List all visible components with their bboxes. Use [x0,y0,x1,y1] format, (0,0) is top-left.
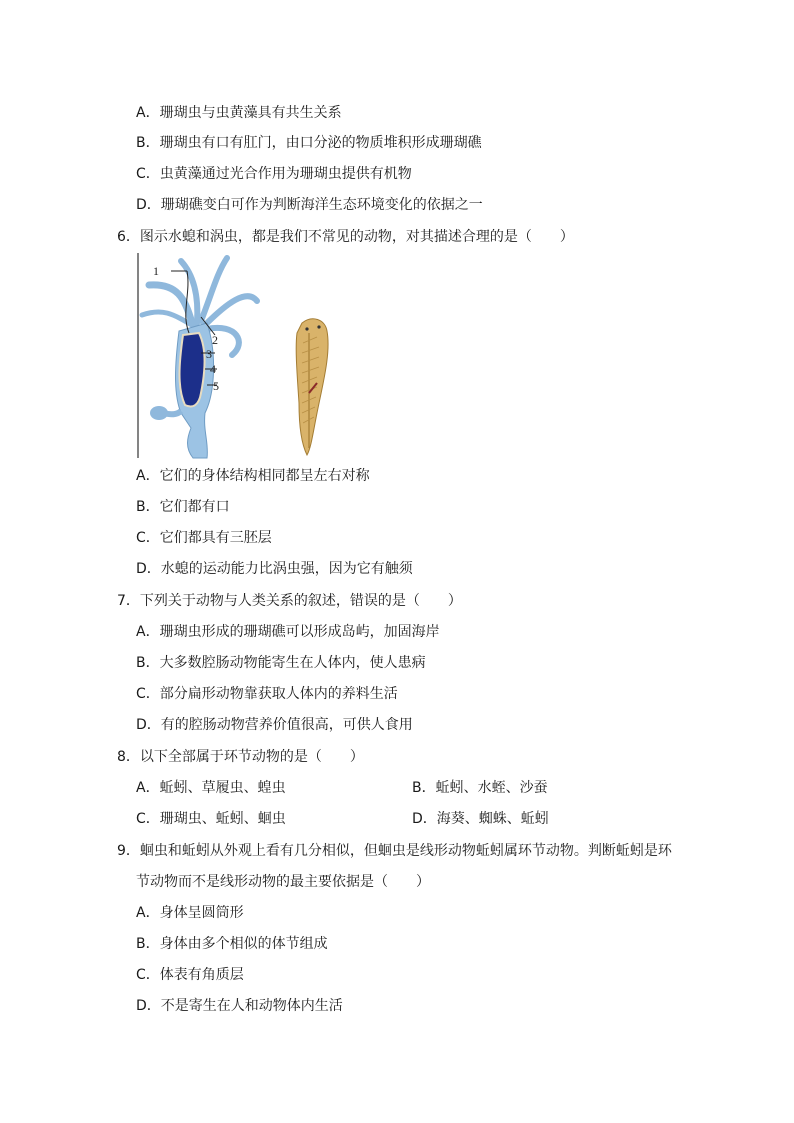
q7-option-a: A．珊瑚虫形成的珊瑚礁可以形成岛屿，加固海岸 [136,624,440,640]
q7-stem: 7．下列关于动物与人类关系的叙述，错误的是（ ） [117,593,462,609]
q8-option-d: D．海葵、蜘蛛、蚯蚓 [412,811,549,827]
figure-label-1: 1 [153,264,159,278]
q9-stem-line1: 9．蛔虫和蚯蚓从外观上看有几分相似，但蛔虫是线形动物蚯蚓属环节动物。判断蚯蚓是环 [117,843,672,859]
hydra-gastric-cavity [180,333,205,407]
hydra-planaria-figure [137,253,337,461]
q8-option-c: C．珊瑚虫、蚯蚓、蛔虫 [136,811,286,827]
planaria-illustration [296,319,328,455]
q5-option-c: C．虫黄藻通过光合作用为珊瑚虫提供有机物 [136,166,412,182]
figure-label-3: 3 [206,347,212,361]
q9-option-a: A．身体呈圆筒形 [136,905,244,921]
q6-option-c: C．它们都具有三胚层 [136,530,272,546]
q6-option-a: A．它们的身体结构相同都呈左右对称 [136,468,370,484]
q6-stem: 6．图示水螅和涡虫，都是我们不常见的动物，对其描述合理的是（ ） [117,229,574,245]
q5-option-b: B．珊瑚虫有口有肛门，由口分泌的物质堆积形成珊瑚礁 [136,135,482,151]
q6-option-d: D．水螅的运动能力比涡虫强，因为它有触须 [136,561,413,577]
figure-illustration [137,253,337,461]
figure-label-4: 4 [210,362,216,376]
q8-stem: 8．以下全部属于环节动物的是（ ） [117,749,364,765]
q8-option-a: A．蚯蚓、草履虫、蝗虫 [136,780,286,796]
q9-option-c: C．体表有角质层 [136,967,244,983]
q8-option-b: B．蚯蚓、水蛭、沙蚕 [412,780,548,796]
q6-option-b: B．它们都有口 [136,499,230,515]
q9-option-d: D．不是寄生在人和动物体内生活 [136,998,343,1014]
q5-option-a: A．珊瑚虫与虫黄藻具有共生关系 [136,105,342,121]
q7-option-c: C．部分扁形动物靠获取人体内的养料生活 [136,686,398,702]
q7-option-d: D．有的腔肠动物营养价值很高，可供人食用 [136,717,413,733]
q5-option-d: D．珊瑚礁变白可作为判断海洋生态环境变化的依据之一 [136,197,483,213]
q9-stem-line2: 节动物而不是线形动物的最主要依据是（ ） [136,874,430,890]
q9-option-b: B．身体由多个相似的体节组成 [136,936,328,952]
figure-label-5: 5 [213,379,219,393]
figure-label-2: 2 [212,333,218,347]
q7-option-b: B．大多数腔肠动物能寄生在人体内，使人患病 [136,655,426,671]
